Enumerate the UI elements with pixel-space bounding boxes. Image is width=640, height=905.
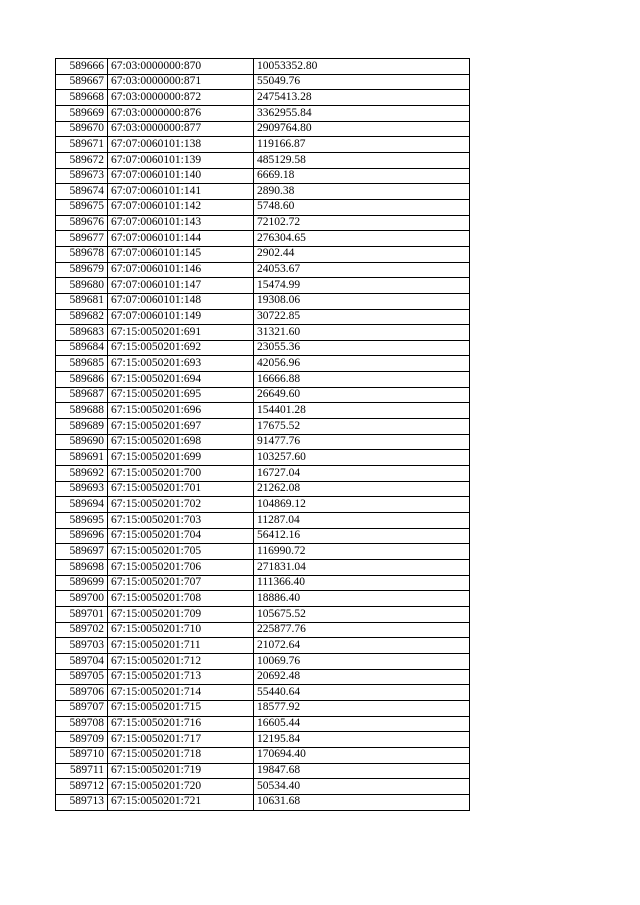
- value-cell: 111366.40: [254, 575, 470, 591]
- value-cell: 16666.88: [254, 372, 470, 388]
- cadastral-number-cell: 67:15:0050201:712: [108, 653, 254, 669]
- cadastral-number-cell: 67:15:0050201:718: [108, 747, 254, 763]
- value-cell: 30722.85: [254, 309, 470, 325]
- row-id-cell: 589701: [56, 606, 108, 622]
- row-id-cell: 589690: [56, 434, 108, 450]
- table-row: [56, 466, 470, 482]
- row-id-cell: 589694: [56, 497, 108, 513]
- value-cell: 10069.76: [254, 653, 470, 669]
- row-id-cell: 589670: [56, 121, 108, 137]
- row-id-cell: 589672: [56, 152, 108, 168]
- cadastral-number-cell: 67:07:0060101:141: [108, 184, 254, 200]
- cadastral-number-cell: 67:15:0050201:716: [108, 716, 254, 732]
- value-cell: 23055.36: [254, 340, 470, 356]
- table-row: [56, 121, 470, 137]
- value-cell: 103257.60: [254, 450, 470, 466]
- cadastral-number-cell: 67:07:0060101:144: [108, 231, 254, 247]
- row-id-cell: 589700: [56, 591, 108, 607]
- row-id-cell: 589673: [56, 168, 108, 184]
- table-row: [56, 544, 470, 560]
- table-row: [56, 152, 470, 168]
- cadastral-number-cell: 67:15:0050201:714: [108, 685, 254, 701]
- table-row: [56, 747, 470, 763]
- value-cell: 2475413.28: [254, 90, 470, 106]
- table-row: [56, 591, 470, 607]
- value-cell: 72102.72: [254, 215, 470, 231]
- row-id-cell: 589677: [56, 231, 108, 247]
- table-row: [56, 653, 470, 669]
- table-row: [56, 513, 470, 529]
- cadastral-number-cell: 67:15:0050201:711: [108, 638, 254, 654]
- value-cell: 485129.58: [254, 152, 470, 168]
- cadastral-number-cell: 67:03:0000000:870: [108, 59, 254, 75]
- row-id-cell: 589679: [56, 262, 108, 278]
- value-cell: 18577.92: [254, 700, 470, 716]
- row-id-cell: 589676: [56, 215, 108, 231]
- cadastral-number-cell: 67:15:0050201:693: [108, 356, 254, 372]
- value-cell: 104869.12: [254, 497, 470, 513]
- row-id-cell: 589707: [56, 700, 108, 716]
- value-cell: 271831.04: [254, 560, 470, 576]
- row-id-cell: 589668: [56, 90, 108, 106]
- row-id-cell: 589684: [56, 340, 108, 356]
- table-row: [56, 622, 470, 638]
- cadastral-number-cell: 67:07:0060101:139: [108, 152, 254, 168]
- row-id-cell: 589669: [56, 105, 108, 121]
- value-cell: 31321.60: [254, 325, 470, 341]
- table-row: [56, 372, 470, 388]
- cadastral-number-cell: 67:15:0050201:691: [108, 325, 254, 341]
- row-id-cell: 589682: [56, 309, 108, 325]
- value-cell: 3362955.84: [254, 105, 470, 121]
- cadastral-number-cell: 67:07:0060101:142: [108, 199, 254, 215]
- row-id-cell: 589709: [56, 732, 108, 748]
- cadastral-number-cell: 67:15:0050201:699: [108, 450, 254, 466]
- cadastral-number-cell: 67:15:0050201:697: [108, 419, 254, 435]
- cadastral-number-cell: 67:07:0060101:138: [108, 137, 254, 153]
- cadastral-number-cell: 67:15:0050201:705: [108, 544, 254, 560]
- value-cell: 19308.06: [254, 293, 470, 309]
- table-row: [56, 434, 470, 450]
- value-cell: 5748.60: [254, 199, 470, 215]
- table-row: [56, 779, 470, 795]
- row-id-cell: 589708: [56, 716, 108, 732]
- cadastral-number-cell: 67:15:0050201:715: [108, 700, 254, 716]
- row-id-cell: 589703: [56, 638, 108, 654]
- row-id-cell: 589705: [56, 669, 108, 685]
- cadastral-number-cell: 67:15:0050201:713: [108, 669, 254, 685]
- table-row: [56, 606, 470, 622]
- table-row: [56, 419, 470, 435]
- row-id-cell: 589681: [56, 293, 108, 309]
- table-row: [56, 199, 470, 215]
- row-id-cell: 589695: [56, 513, 108, 529]
- value-cell: 91477.76: [254, 434, 470, 450]
- cadastral-number-cell: 67:15:0050201:701: [108, 481, 254, 497]
- value-cell: 105675.52: [254, 606, 470, 622]
- table-row: [56, 732, 470, 748]
- row-id-cell: 589696: [56, 528, 108, 544]
- row-id-cell: 589713: [56, 794, 108, 810]
- value-cell: 16605.44: [254, 716, 470, 732]
- cadastral-number-cell: 67:15:0050201:692: [108, 340, 254, 356]
- row-id-cell: 589692: [56, 466, 108, 482]
- cadastral-number-cell: 67:15:0050201:698: [108, 434, 254, 450]
- value-cell: 24053.67: [254, 262, 470, 278]
- row-id-cell: 589698: [56, 560, 108, 576]
- row-id-cell: 589683: [56, 325, 108, 341]
- cadastral-number-cell: 67:07:0060101:148: [108, 293, 254, 309]
- table-row: [56, 59, 470, 75]
- table-row: [56, 403, 470, 419]
- table-row: [56, 794, 470, 810]
- table-body: [56, 59, 470, 811]
- value-cell: 11287.04: [254, 513, 470, 529]
- row-id-cell: 589691: [56, 450, 108, 466]
- cadastral-number-cell: 67:15:0050201:700: [108, 466, 254, 482]
- row-id-cell: 589666: [56, 59, 108, 75]
- table-row: [56, 481, 470, 497]
- value-cell: 2902.44: [254, 246, 470, 262]
- table-row: [56, 356, 470, 372]
- table-row: [56, 231, 470, 247]
- value-cell: 21072.64: [254, 638, 470, 654]
- value-cell: 19847.68: [254, 763, 470, 779]
- row-id-cell: 589697: [56, 544, 108, 560]
- table-row: [56, 450, 470, 466]
- table-row: [56, 638, 470, 654]
- cadastral-number-cell: 67:07:0060101:145: [108, 246, 254, 262]
- cadastral-number-cell: 67:15:0050201:703: [108, 513, 254, 529]
- row-id-cell: 589686: [56, 372, 108, 388]
- table-row: [56, 716, 470, 732]
- table-row: [56, 325, 470, 341]
- row-id-cell: 589680: [56, 278, 108, 294]
- value-cell: 116990.72: [254, 544, 470, 560]
- cadastral-number-cell: 67:15:0050201:707: [108, 575, 254, 591]
- table-row: [56, 293, 470, 309]
- value-cell: 170694.40: [254, 747, 470, 763]
- row-id-cell: 589688: [56, 403, 108, 419]
- row-id-cell: 589704: [56, 653, 108, 669]
- value-cell: 2890.38: [254, 184, 470, 200]
- cadastral-number-cell: 67:03:0000000:877: [108, 121, 254, 137]
- table-row: [56, 575, 470, 591]
- row-id-cell: 589685: [56, 356, 108, 372]
- cadastral-number-cell: 67:15:0050201:710: [108, 622, 254, 638]
- value-cell: 20692.48: [254, 669, 470, 685]
- value-cell: 15474.99: [254, 278, 470, 294]
- table-row: [56, 105, 470, 121]
- table-row: [56, 340, 470, 356]
- value-cell: 12195.84: [254, 732, 470, 748]
- row-id-cell: 589699: [56, 575, 108, 591]
- table-row: [56, 184, 470, 200]
- cadastral-number-cell: 67:15:0050201:704: [108, 528, 254, 544]
- table-row: [56, 309, 470, 325]
- row-id-cell: 589674: [56, 184, 108, 200]
- table-row: [56, 246, 470, 262]
- value-cell: 10631.68: [254, 794, 470, 810]
- row-id-cell: 589710: [56, 747, 108, 763]
- cadastral-number-cell: 67:15:0050201:696: [108, 403, 254, 419]
- data-table: [55, 58, 470, 811]
- cadastral-number-cell: 67:15:0050201:702: [108, 497, 254, 513]
- table-row: [56, 700, 470, 716]
- value-cell: 26649.60: [254, 387, 470, 403]
- row-id-cell: 589671: [56, 137, 108, 153]
- row-id-cell: 589687: [56, 387, 108, 403]
- cadastral-number-cell: 67:15:0050201:695: [108, 387, 254, 403]
- row-id-cell: 589678: [56, 246, 108, 262]
- table-row: [56, 215, 470, 231]
- value-cell: 2909764.80: [254, 121, 470, 137]
- row-id-cell: 589711: [56, 763, 108, 779]
- cadastral-number-cell: 67:15:0050201:709: [108, 606, 254, 622]
- table-row: [56, 262, 470, 278]
- cadastral-number-cell: 67:07:0060101:149: [108, 309, 254, 325]
- row-id-cell: 589712: [56, 779, 108, 795]
- value-cell: 10053352.80: [254, 59, 470, 75]
- row-id-cell: 589693: [56, 481, 108, 497]
- row-id-cell: 589706: [56, 685, 108, 701]
- cadastral-number-cell: 67:15:0050201:719: [108, 763, 254, 779]
- cadastral-number-cell: 67:03:0000000:876: [108, 105, 254, 121]
- value-cell: 276304.65: [254, 231, 470, 247]
- cadastral-number-cell: 67:15:0050201:706: [108, 560, 254, 576]
- table-row: [56, 387, 470, 403]
- value-cell: 55440.64: [254, 685, 470, 701]
- value-cell: 56412.16: [254, 528, 470, 544]
- cadastral-number-cell: 67:07:0060101:147: [108, 278, 254, 294]
- cadastral-number-cell: 67:15:0050201:694: [108, 372, 254, 388]
- value-cell: 50534.40: [254, 779, 470, 795]
- row-id-cell: 589675: [56, 199, 108, 215]
- table-row: [56, 685, 470, 701]
- value-cell: 119166.87: [254, 137, 470, 153]
- value-cell: 21262.08: [254, 481, 470, 497]
- table-row: [56, 278, 470, 294]
- cadastral-number-cell: 67:07:0060101:146: [108, 262, 254, 278]
- cadastral-number-cell: 67:03:0000000:872: [108, 90, 254, 106]
- cadastral-number-cell: 67:07:0060101:140: [108, 168, 254, 184]
- value-cell: 154401.28: [254, 403, 470, 419]
- value-cell: 6669.18: [254, 168, 470, 184]
- cadastral-number-cell: 67:15:0050201:720: [108, 779, 254, 795]
- cadastral-number-cell: 67:15:0050201:717: [108, 732, 254, 748]
- value-cell: 225877.76: [254, 622, 470, 638]
- value-cell: 42056.96: [254, 356, 470, 372]
- row-id-cell: 589667: [56, 74, 108, 90]
- value-cell: 18886.40: [254, 591, 470, 607]
- table-row: [56, 669, 470, 685]
- table-row: [56, 90, 470, 106]
- cadastral-number-cell: 67:03:0000000:871: [108, 74, 254, 90]
- cadastral-number-cell: 67:07:0060101:143: [108, 215, 254, 231]
- table-row: [56, 560, 470, 576]
- table-row: [56, 74, 470, 90]
- cadastral-number-cell: 67:15:0050201:721: [108, 794, 254, 810]
- table-row: [56, 137, 470, 153]
- table-row: [56, 763, 470, 779]
- row-id-cell: 589689: [56, 419, 108, 435]
- value-cell: 16727.04: [254, 466, 470, 482]
- cadastral-number-cell: 67:15:0050201:708: [108, 591, 254, 607]
- row-id-cell: 589702: [56, 622, 108, 638]
- table-row: [56, 168, 470, 184]
- table-row: [56, 497, 470, 513]
- table-row: [56, 528, 470, 544]
- value-cell: 17675.52: [254, 419, 470, 435]
- value-cell: 55049.76: [254, 74, 470, 90]
